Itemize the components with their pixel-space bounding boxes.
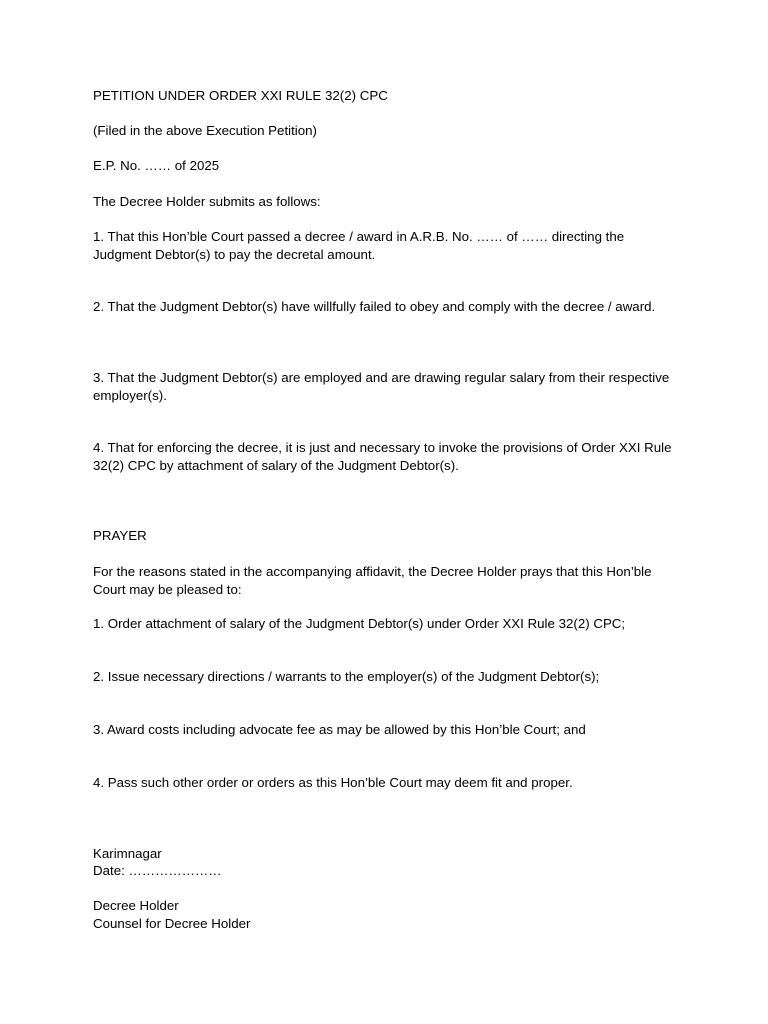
place: Karimnagar — [93, 846, 162, 861]
paragraph-4: 4. That for enforcing the decree, it is just and necessary to invoke the provisions of Order XXI Rule 32(2) CPC by attachment of salary of the Judgment Debtor(s). — [93, 440, 672, 473]
paragraph-2: 2. That the Judgment Debtor(s) have willfully failed to obey and comply with the decree / award. — [93, 299, 656, 314]
ep-number: E.P. No. …… of 2025 — [93, 158, 220, 173]
prayer-item-1: 1. Order attachment of salary of the Judgment Debtor(s) under Order XXI Rule 32(2) CPC; — [93, 616, 626, 631]
document-heading: PETITION UNDER ORDER XXI RULE 32(2) CPC — [93, 88, 388, 103]
prayer-item-4: 4. Pass such other order or orders as this Hon’ble Court may deem fit and proper. — [93, 775, 573, 790]
prayer-item-2: 2. Issue necessary directions / warrants to the employer(s) of the Judgment Debtor(s); — [93, 669, 600, 684]
prayer-item-3: 3. Award costs including advocate fee as may be allowed by this Hon’ble Court; and — [93, 722, 586, 737]
prayer-intro: For the reasons stated in the accompanying affidavit, the Decree Holder prays that this Hon’ble Court may be pleased to: — [93, 564, 652, 597]
signatory-counsel: Counsel for Decree Holder — [93, 916, 251, 931]
paragraph-3: 3. That the Judgment Debtor(s) are employed and are drawing regular salary from their respective employer(s). — [93, 370, 670, 403]
prayer-heading: PRAYER — [93, 528, 147, 543]
paragraph-1: 1. That this Hon’ble Court passed a decree / award in A.R.B. No. …… of …… directing the Judgment Debtor(s) to pay the decretal amount. — [93, 229, 625, 262]
intro-text: The Decree Holder submits as follows: — [93, 194, 321, 209]
filed-in-note: (Filed in the above Execution Petition) — [93, 123, 317, 138]
date-line: Date: ………………… — [93, 863, 222, 878]
signatory-decree-holder: Decree Holder — [93, 898, 179, 913]
